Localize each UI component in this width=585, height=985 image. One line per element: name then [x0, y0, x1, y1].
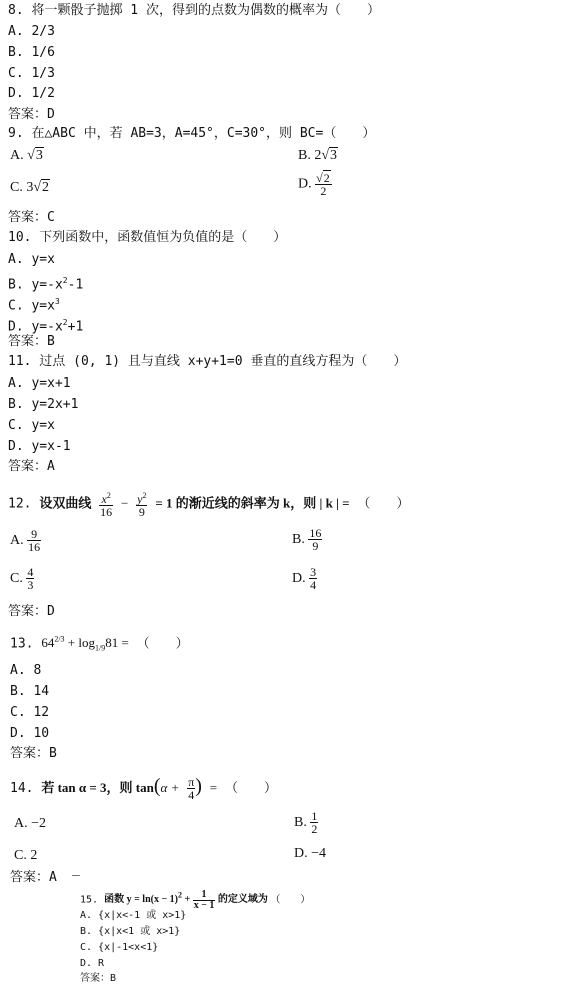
question-13-option-a: A. 8	[10, 663, 42, 678]
question-13-option-d: D. 10	[10, 726, 50, 741]
question-15-option-a: A. {x|x<-1 或 x>1}	[80, 910, 187, 921]
question-10-option-c: C. $y=x^3$	[8, 297, 60, 314]
question-15-answer: 答案：B	[80, 973, 117, 984]
question-11-stem: 11. 过点 (0, 1) 且与直线 x+y+1=0 垂直的直线方程为（ ）	[8, 354, 407, 369]
question-10-answer: 答案：B	[8, 334, 55, 349]
question-9-option-c: C. 3√2	[10, 180, 50, 195]
question-12-stem: 12. 设双曲线 $\frac{x^2}{16}$ − $\frac{y^2}{9}$ = 1 的渐近线的斜率为 k，则 | k | = （ ）	[8, 491, 410, 519]
question-10-option-a: A. y=x	[8, 252, 55, 267]
question-15-option-b: B. {x|x<1 或 x>1}	[80, 926, 181, 937]
question-8-option-b: B. 1/6	[8, 45, 55, 60]
question-9-option-b: B. 2√3	[298, 148, 338, 163]
question-14-option-d: D. −4	[294, 846, 327, 861]
question-9-answer: 答案：C	[8, 210, 55, 225]
question-11-option-c: C. y=x	[8, 418, 55, 433]
question-8-stem: 8. 将一颗骰子抛掷 1 次，得到的点数为偶数的概率为（ ）	[8, 3, 380, 18]
question-12-answer: 答案：D	[8, 604, 55, 619]
question-9-option-a: A. √3	[10, 148, 43, 163]
question-8-option-c: C. 1/3	[8, 66, 55, 81]
question-13-stem: 13. $64^{2/3} + \log_{1/9}81$ = （ ）	[10, 635, 189, 653]
question-10-option-d: D. $y=-x^2+1$	[8, 318, 84, 335]
question-9-option-d: D. $\frac{√2}{2}$	[298, 171, 330, 198]
question-14-stem: 14. 若 tan α = 3，则 tan(α + $\frac{\pi}{4}$ ) = （ ）	[10, 775, 277, 802]
question-12-option-a: A. $\frac{9}{16}$	[10, 527, 41, 555]
question-9-stem: 9. 在△ABC 中，若 AB=3，A=45°，C=30°，则 BC=（ ）	[8, 126, 376, 141]
question-14-answer: 答案：A	[10, 870, 57, 885]
question-13-option-b: B. 14	[10, 684, 50, 699]
question-13-answer: 答案：B	[10, 746, 57, 761]
question-13-option-c: C. 12	[10, 705, 50, 720]
question-11-option-d: D. y=x-1	[8, 439, 71, 454]
question-15-option-c: C. {x|-1<x<1}	[80, 942, 159, 953]
question-14-option-b: B. $\frac{1}{2}$	[294, 809, 318, 837]
question-14-option-a: A. −2	[14, 816, 47, 831]
question-14-option-c: C. 2	[14, 848, 38, 863]
question-8-option-d: D. 1/2	[8, 86, 55, 101]
stray-dash-mark: —	[72, 868, 80, 883]
question-10-stem: 10. 下列函数中，函数值恒为负值的是（ ）	[8, 230, 287, 245]
question-11-option-b: B. y=2x+1	[8, 397, 79, 412]
question-10-option-b: B. $y=-x^2-1$	[8, 276, 84, 293]
question-12-option-d: D. $\frac{3}{4}$	[292, 565, 317, 593]
question-8-option-a: A. 2/3	[8, 24, 55, 39]
question-15-stem: 15. 函数 $y = \ln(x - 1)^2$ + $\frac{1}{x - 1}$ 的定义域为 （ ）	[80, 888, 311, 911]
question-12-option-b: B. $\frac{16}{9}$	[292, 526, 322, 554]
question-8-answer: 答案：D	[8, 107, 55, 122]
question-15-option-d: D. R	[80, 958, 105, 969]
question-11-answer: 答案：A	[8, 459, 55, 474]
question-11-option-a: A. y=x+1	[8, 376, 71, 391]
question-12-option-c: C. $\frac{4}{3}$	[10, 565, 34, 593]
